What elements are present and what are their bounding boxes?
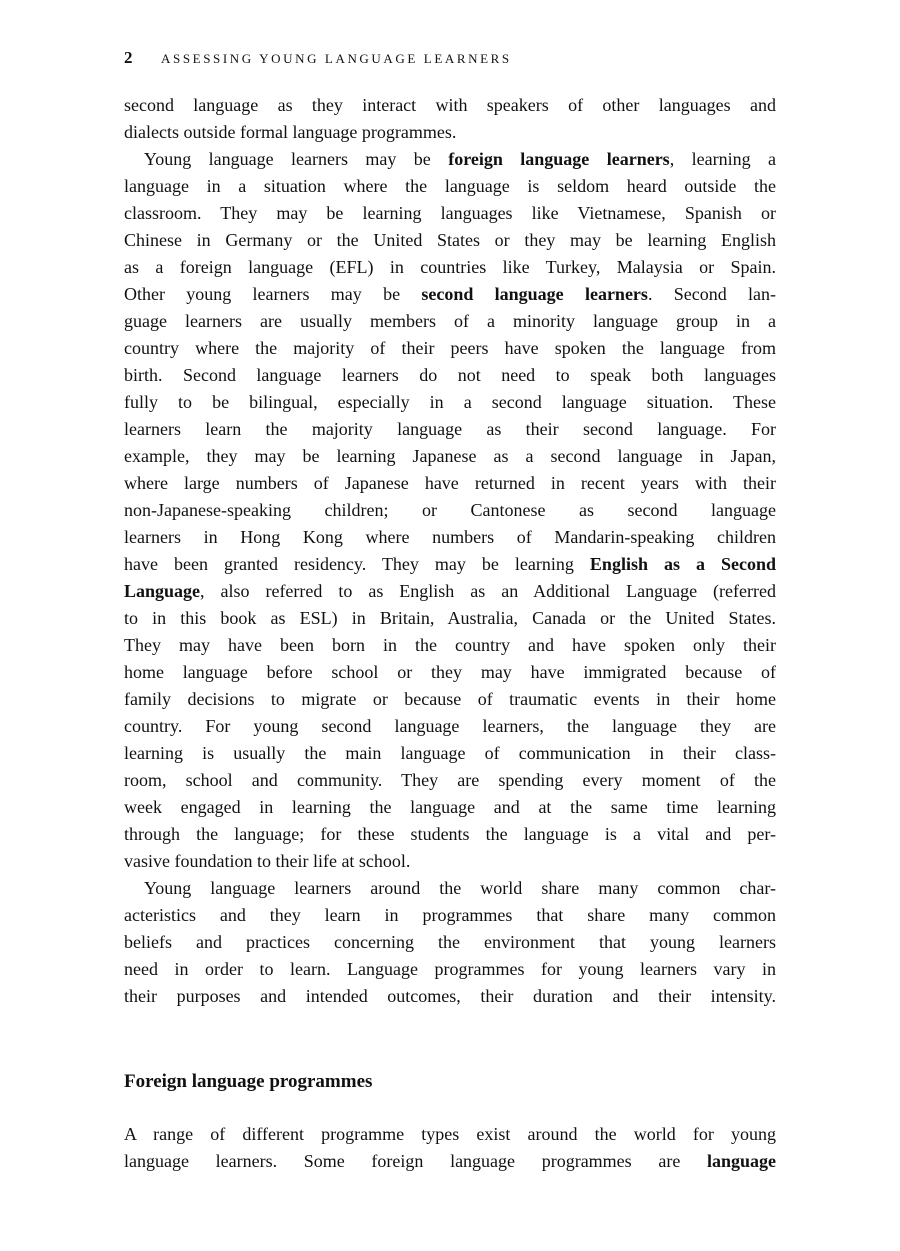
text-line [124, 335, 776, 362]
text-line [124, 929, 776, 956]
text-run: non-Japanese-speaking children; or Cantonese as second language [124, 500, 776, 520]
text-run: Chinese in Germany or the United States or they may be learning English [124, 230, 776, 250]
text-line [124, 281, 776, 308]
text-run: to in this book as ESL) in Britain, Australia, Canada or the United States. [124, 608, 776, 628]
text-line [124, 146, 776, 173]
text-run: They may have been born in the country and have spoken only their [124, 635, 776, 655]
text-line [124, 362, 776, 389]
text-run: beliefs and practices concerning the environment that young learners [124, 932, 776, 952]
text-run: family decisions to migrate or because of traumatic events in their home [124, 689, 776, 709]
text-run: learners learn the majority language as their second language. For [124, 419, 776, 439]
text-run: example, they may be learning Japanese as a second language in Japan, [124, 446, 776, 466]
text-line [124, 200, 776, 227]
running-header [124, 48, 776, 68]
text-run: as a foreign language (EFL) in countries like Turkey, Malaysia or Spain. [124, 257, 776, 277]
text-run: language learners. Some foreign language programmes are [124, 1151, 707, 1171]
text-line [124, 578, 776, 605]
text-run: fully to be bilingual, especially in a second language situation. These [124, 392, 776, 412]
page-body [124, 92, 776, 1175]
text-line [124, 794, 776, 821]
text-line [124, 308, 776, 335]
text-run: through the language; for these students the language is a vital and per- [124, 824, 776, 844]
text-run: dialects outside formal language programmes. [124, 122, 457, 142]
text-line [124, 1121, 776, 1148]
text-line [124, 956, 776, 983]
bold-term: foreign language learners [448, 149, 670, 169]
text-line [124, 686, 776, 713]
text-line [124, 875, 776, 902]
text-run: , also referred to as English as an Additional Language (referred [200, 581, 776, 601]
page-number: 2 [124, 48, 133, 67]
paragraph [124, 1121, 776, 1175]
bold-term: second language learners [421, 284, 648, 304]
text-run: acteristics and they learn in programmes that share many common [124, 905, 776, 925]
text-run: country where the majority of their peers have spoken the language from [124, 338, 776, 358]
text-run: Other young learners may be [124, 284, 422, 304]
paragraph [124, 92, 776, 146]
text-run: home language before school or they may have immigrated because of [124, 662, 776, 682]
text-line [124, 227, 776, 254]
text-line [124, 254, 776, 281]
text-line [124, 443, 776, 470]
text-run: second language as they interact with speakers of other languages and [124, 95, 776, 115]
bold-term: Language [124, 581, 201, 601]
text-run: birth. Second language learners do not need to speak both languages [124, 365, 776, 385]
text-run: learners in Hong Kong where numbers of Mandarin-speaking children [124, 527, 776, 547]
text-run: vasive foundation to their life at school. [124, 851, 411, 871]
paragraph [124, 875, 776, 1010]
text-line [124, 92, 776, 119]
text-run: learning is usually the main language of communication in their class- [124, 743, 776, 763]
text-run: have been granted residency. They may be learning [124, 554, 590, 574]
text-run: where large numbers of Japanese have returned in recent years with their [124, 473, 776, 493]
text-run: , learning a [669, 149, 776, 169]
text-line [124, 551, 776, 578]
text-run: week engaged in learning the language and at the same time learning [124, 797, 776, 817]
text-line [124, 605, 776, 632]
text-run: guage learners are usually members of a minority language group in a [124, 311, 776, 331]
text-run: need in order to learn. Language programmes for young learners vary in [124, 959, 776, 979]
text-line [124, 740, 776, 767]
text-line [124, 389, 776, 416]
bold-term: English as a Second [589, 554, 776, 574]
text-line [124, 470, 776, 497]
text-run: . Second lan- [647, 284, 776, 304]
bold-term: language [706, 1151, 776, 1171]
text-line [124, 416, 776, 443]
text-line [124, 659, 776, 686]
text-run: language in a situation where the language is seldom heard outside the [124, 176, 776, 196]
text-line [124, 713, 776, 740]
text-line [124, 1148, 776, 1175]
text-run: classroom. They may be learning languages like Vietnamese, Spanish or [124, 203, 776, 223]
text-line [124, 524, 776, 551]
text-run: Young language learners around the world share many common char- [144, 878, 776, 898]
text-line [124, 902, 776, 929]
text-run: Young language learners may be [144, 149, 449, 169]
section-heading: Foreign language programmes [124, 1071, 373, 1092]
paragraph [124, 146, 776, 875]
running-head-title: ASSESSING YOUNG LANGUAGE LEARNERS [161, 51, 512, 66]
text-line [124, 983, 776, 1010]
text-line [124, 767, 776, 794]
text-run: their purposes and intended outcomes, their duration and their intensity. [124, 986, 776, 1006]
text-line [124, 848, 776, 875]
text-line [124, 173, 776, 200]
text-line [124, 632, 776, 659]
text-line [124, 497, 776, 524]
text-line [124, 119, 776, 146]
text-run: A range of different programme types exist around the world for young [124, 1124, 776, 1144]
text-run: room, school and community. They are spending every moment of the [124, 770, 776, 790]
text-line [124, 821, 776, 848]
text-run: country. For young second language learners, the language they are [124, 716, 776, 736]
